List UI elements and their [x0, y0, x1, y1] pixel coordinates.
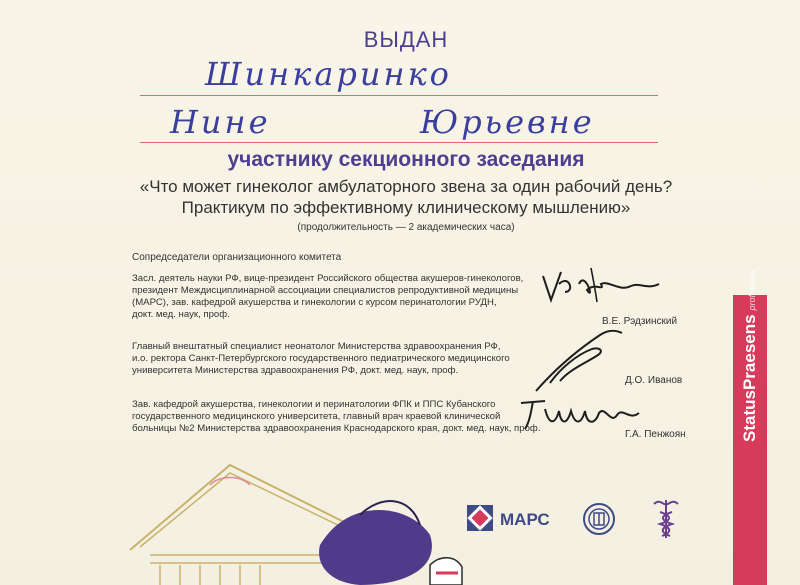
topic-line-2: Практикум по эффективному клиническому мышлению»: [181, 198, 631, 217]
member-2-line-1: Главный внештатный специалист неонатолог Министерства здравоохранения РФ,: [132, 341, 501, 352]
member-1-line-3: (МАРС), зав. кафедрой акушерства и гинекологии с курсом перинатологии РУДН,: [132, 297, 497, 308]
member-3-line-2: государственного медицинского университета, главный врач краевой клинической: [132, 411, 501, 422]
signature-2: [530, 325, 630, 395]
recipient-patronymic: Юрьевне: [420, 103, 595, 141]
surname-rule: [140, 95, 658, 96]
member-1-line-4: докт. мед. наук, проф.: [132, 309, 230, 320]
committee-heading: Сопредседатели организационного комитета: [132, 252, 342, 263]
building-illustration: [110, 455, 470, 585]
committee-member-1-title: [132, 273, 532, 321]
committee-member-2-title: [132, 341, 532, 377]
caduceus-icon: [650, 496, 682, 540]
committee-member-3-title: [132, 399, 542, 435]
signature-3: [515, 395, 645, 435]
brand-name: StatusPraesens: [740, 314, 759, 442]
mars-logo-icon: [466, 504, 494, 532]
topic-line-1: «Что может гинеколог амбулаторного звена за один рабочий день?: [139, 177, 673, 196]
member-1-line-2: президент Междисциплинарной ассоциации специалистов репродуктивной медицины: [132, 285, 519, 296]
member-1-line-1: Засл. деятель науки РФ, вице-президент Российского общества акушеров-гинекологов,: [132, 273, 524, 284]
member-3-line-3: больницы №2 Министерства здравоохранения Краснодарского края, докт. мед. наук, проф.: [132, 423, 541, 434]
member-2-line-3: университета Министерства здравоохранения РФ, докт. мед. наук, проф.: [132, 365, 459, 376]
recipient-first-name: Нине: [170, 103, 271, 141]
event-topic: [0, 176, 800, 218]
signature-1: [535, 262, 665, 312]
university-emblem-icon: [582, 502, 616, 536]
member-3-line-1: Зав. кафедрой акушерства, гинекологии и перинатологии ФПК и ППС Кубанского: [132, 399, 496, 410]
issued-heading: ВЫДАН: [363, 27, 449, 52]
recipient-surname: Шинкаринко: [205, 55, 452, 93]
member-2-line-2: и.о. ректора Санкт-Петербургского государственного педиатрического медицинского: [132, 353, 510, 364]
participant-role: участнику секционного заседания: [227, 148, 585, 171]
name-rule: [140, 142, 658, 143]
brand-logo-text: [734, 272, 766, 442]
member-2-name: Д.О. Иванов: [625, 375, 683, 386]
member-1-name: В.Е. Рэдзинский: [602, 316, 678, 327]
mars-logo-label: МАРС: [500, 510, 550, 529]
member-3-name: Г.А. Пенжоян: [625, 429, 686, 440]
brand-sub: profmedia: [747, 270, 757, 311]
event-duration: (продолжительность — 2 академических часа): [297, 222, 515, 233]
